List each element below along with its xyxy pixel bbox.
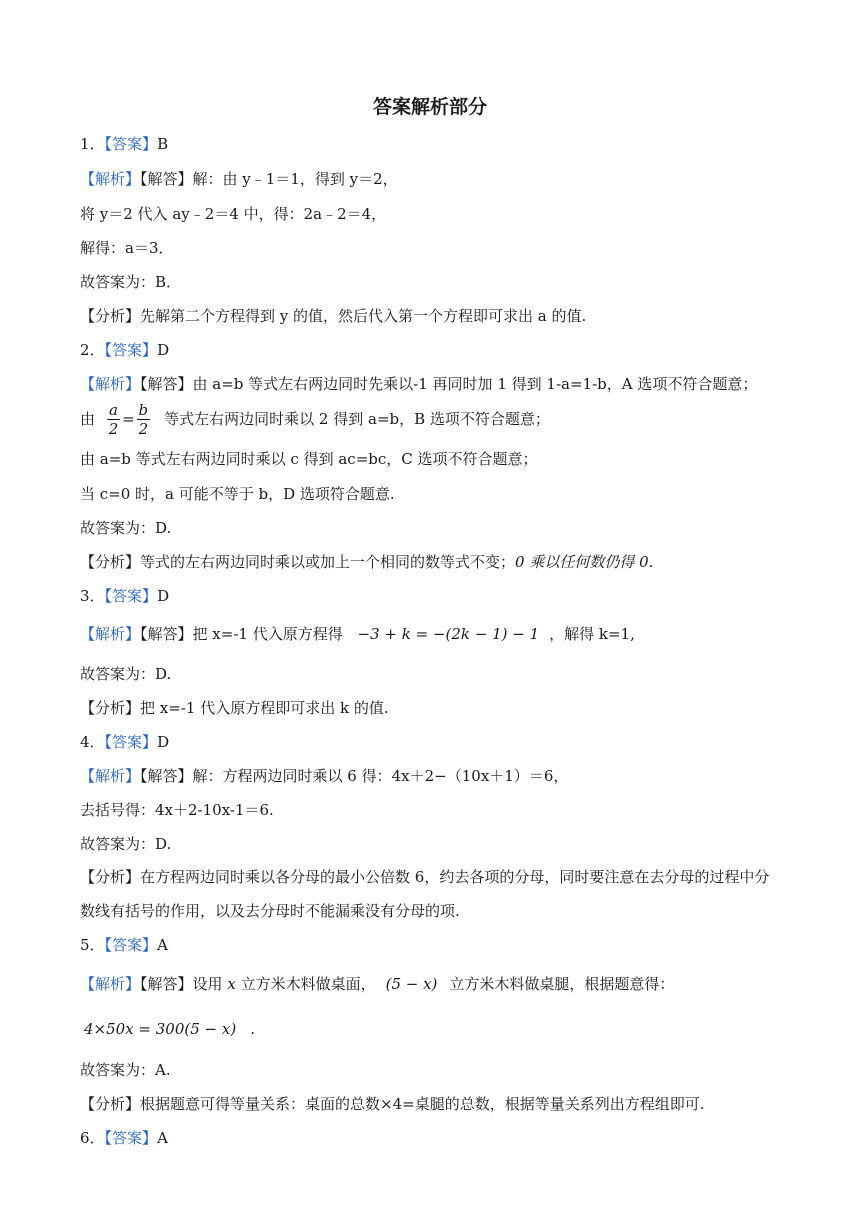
fraction-denominator: 2 <box>108 419 119 438</box>
q5-analysis <box>80 1094 704 1114</box>
q3-analysis-text: 把 x=-1 代入原方程即可求出 k 的值. <box>140 699 389 717</box>
q2-prefix: 由 <box>80 410 96 428</box>
answer-tag: 【答案】 <box>104 341 158 359</box>
q1-text: 解：由 y﹣1＝1，得到 y＝2， <box>192 170 398 188</box>
q2-analysis <box>80 552 653 572</box>
q2-answer: D <box>157 341 170 359</box>
answer-tag: 【答案】 <box>104 135 158 153</box>
q2-answer-line <box>80 340 169 360</box>
fraction-a-over-2 <box>107 401 120 438</box>
fraction-b-over-2 <box>137 401 151 438</box>
q5-text-3: 立方米木料做桌腿，根据题意得： <box>449 975 675 993</box>
q1-conclusion: 故答案为：B． <box>80 273 182 291</box>
q5-solution-line-1 <box>80 974 674 994</box>
q4-answer-line <box>80 732 169 752</box>
q2-number: 2． <box>80 341 105 359</box>
q4-analysis-text: 在方程两边同时乘以各分母的最小公倍数 6，约去各项的分母，同时要注意在去分母的过程中分 <box>140 868 770 886</box>
q3-analysis <box>80 698 389 718</box>
q1-solution-line-3: 解得：a＝3． <box>80 239 174 257</box>
q1-answer-line <box>80 134 168 154</box>
q6-number: 6． <box>80 1129 105 1147</box>
analysis-tag: 【解析】 <box>80 625 141 643</box>
q6-answer: A <box>157 1129 168 1147</box>
q3-answer: D <box>157 587 170 605</box>
q4-number: 4． <box>80 733 105 751</box>
page-title: 答案解析部分 <box>372 96 487 118</box>
q6-answer-line <box>80 1128 168 1148</box>
q4-solution-line-1 <box>80 766 568 786</box>
q5-expression: (5 − x) <box>385 975 438 993</box>
solve-tag: 【解答】 <box>140 767 193 785</box>
answer-tag: 【答案】 <box>104 936 158 954</box>
q2-solution-line-2 <box>80 400 550 438</box>
analysis-tag: 【解析】 <box>80 375 141 393</box>
q3-text-2: ，解得 k=1, <box>549 625 635 643</box>
q4-analysis <box>80 867 769 887</box>
q5-answer-line <box>80 935 168 955</box>
q5-text-2: 立方米木料做桌面， <box>240 975 376 993</box>
q5-analysis-text: 根据题意可得等量关系：桌面的总数×4=桌腿的总数，根据等量关系列出方程组即可. <box>140 1095 705 1113</box>
q2-solution-line-4: 当 c=0 时，a 可能不等于 b，D 选项符合题意. <box>80 485 395 503</box>
answer-tag: 【答案】 <box>104 587 158 605</box>
q2-analysis-italic: 0 乘以任何数仍得 0. <box>515 553 654 571</box>
q4-conclusion: 故答案为：D. <box>80 835 172 853</box>
q3-number: 3． <box>80 587 105 605</box>
solve-tag: 【解答】 <box>140 625 193 643</box>
q1-answer: B <box>157 135 169 153</box>
solve-tag: 【解答】 <box>140 975 193 993</box>
q2-solution-line-3: 由 a=b 等式左右两边同时乘以 c 得到 ac=bc，C 选项不符合题意； <box>80 450 538 468</box>
q5-number: 5． <box>80 936 105 954</box>
q5-text: 设用 <box>192 975 223 993</box>
answer-tag: 【答案】 <box>104 733 158 751</box>
q2-text: 由 a=b 等式左右两边同时先乘以-1 再同时加 1 得到 1-a=1-b，A 选项不符合题意； <box>192 375 758 393</box>
q1-analysis-text: 先解第二个方程得到 y 的值，然后代入第一个方程即可求出 a 的值. <box>140 307 587 325</box>
q5-equation: 4×50x = 300(5 − x) <box>84 1020 237 1038</box>
q3-text: 把 x=-1 代入原方程得 <box>192 625 343 643</box>
fenxi-tag: 【分析】 <box>80 699 141 717</box>
analysis-tag: 【解析】 <box>80 767 141 785</box>
fraction-numerator: b <box>138 400 149 419</box>
q4-text: 解：方程两边同时乘以 6 得：4x＋2−（10x＋1）＝6， <box>192 767 569 785</box>
analysis-tag: 【解析】 <box>80 170 141 188</box>
q4-analysis-line-2: 数线有括号的作用，以及去分母时不能漏乘没有分母的项. <box>80 902 460 920</box>
q1-solution-line-1 <box>80 169 398 189</box>
q2-conclusion: 故答案为：D. <box>80 519 172 537</box>
q4-solution-line-2: 去括号得：4x＋2-10x-1＝6. <box>80 801 274 819</box>
q2-text-2: 等式左右两边同时乘以 2 得到 a=b，B 选项不符合题意； <box>164 410 550 428</box>
q3-solution-line-1 <box>80 624 635 644</box>
fenxi-tag: 【分析】 <box>80 307 141 325</box>
answer-tag: 【答案】 <box>104 1129 158 1147</box>
fenxi-tag: 【分析】 <box>80 868 141 886</box>
fenxi-tag: 【分析】 <box>80 553 141 571</box>
q5-answer: A <box>157 936 168 954</box>
q5-equation-line <box>84 1019 255 1039</box>
solve-tag: 【解答】 <box>140 170 193 188</box>
q3-answer-line <box>80 586 169 606</box>
equals-sign: = <box>121 410 135 428</box>
fraction-numerator: a <box>109 400 118 419</box>
solve-tag: 【解答】 <box>140 375 193 393</box>
q2-solution-line-1 <box>80 374 757 394</box>
q5-period: . <box>250 1020 255 1038</box>
q1-solution-line-2: 将 y＝2 代入 ay﹣2＝4 中，得：2a﹣2＝4， <box>80 205 387 223</box>
q1-number: 1． <box>80 135 105 153</box>
q1-analysis <box>80 306 586 326</box>
q3-conclusion: 故答案为：D. <box>80 665 172 683</box>
q3-equation: −3 + k = −(2k − 1) − 1 <box>357 625 540 643</box>
analysis-tag: 【解析】 <box>80 975 141 993</box>
q5-conclusion: 故答案为：A. <box>80 1061 171 1079</box>
q2-analysis-text: 等式的左右两边同时乘以或加上一个相同的数等式不变； <box>140 553 516 571</box>
q4-answer: D <box>157 733 170 751</box>
fenxi-tag: 【分析】 <box>80 1095 141 1113</box>
variable-x: x <box>227 975 236 993</box>
fraction-denominator: 2 <box>138 419 149 438</box>
